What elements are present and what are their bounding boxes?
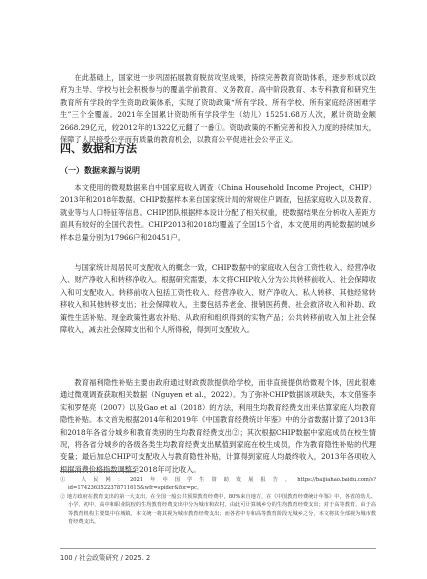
footnotes (60, 476, 376, 526)
section-heading: 四、数据和方法 (60, 142, 137, 155)
body-paragraph-education-aid: 在此基础上，国家进一步巩固拓展教育脱贫攻坚成果，持续完善教育资助体系，逐步形成以政府为主导、学校与社会积极参与的覆盖学前教育、义务教育、高中阶段教育、本专科教育和研究生教育所有学段的学生资助政策体系，实现了资助政策“所有学段、所有学校、所有家庭经济困难学生”三个全覆盖。2021年全国累计资助所有学段学生（幼儿）15251.68万人次，累计资助金额2668.29亿元，较2012年的1322亿元翻了一番①。资助政策的不断完善和投入力度的持续加大，保障了人民接受公平而有质量的教育机会，以教育公平促进社会公平正义。 (60, 73, 376, 145)
body-paragraph-implicit-subsidy: 教育福利隐性补贴主要由政府通过财政拨款提供给学校，而非直接提供给微观个体，因此很难通过微观调查获取相关数据（Nguyen et al.，2022）。为了弥补CHIP数据该项缺失，本文借鉴李实和罗楚亮（2007）以及Gao et al（2018）的方法，利用生均教育经费支出来估算家庭人均教育隐性补贴。本文首先根据2014年和2019年《中国教育经费统计年鉴》中的分省数据计算了2013年和2018年各省分城乡和教育类别的生均教育经费支出②；其次根据CHIP数据中家庭成员在校生情况，将各省分城乡的各级各类生均教育经费支出赋值到家庭在校生成员，作为教育隐性补贴的代理变量；最后加总CHIP可支配收入与教育隐性补贴，计算得到家庭人均最终收入，2013年各项收入根据消费价格指数调整至2018年可比收入。 (60, 378, 376, 474)
page-footer: 100 / 社会政策研究 / 2025. 2 (60, 554, 151, 562)
footnote-2: ② 地方政府在教育支出的第一大支出，在全国一般公共预算教育经费中，80%来自地方，在《中国教育经费统计年鉴》中，各省的幼儿、小学、初中、高中和职业院校的生均教育经费支出中分为城市和农村，由此可计算城乡分的生均教育经费支出；对于高等教育，由于高等教育机构主要集中在城镇，本文统一将其视为城市教育经费支出；而各省中专和高等教育阶段无城乡之分，本文将其全部视为城市教育经费支出。 (60, 493, 376, 526)
subsection-heading: （一）数据来源与说明 (60, 166, 140, 175)
body-paragraph-data-source: 本文使用的微观数据来自中国家庭收入调查（China Household Income Project，CHIP）2013年和2018年数据。CHIP数据样本来自国家统计局的常规住户调查，包括家庭收入以及教育、就业等与人口特征等信息。CHIP团队根据样本设计分配了相关权重，使数据结果在分析收入差距方面具有较好的全国代表性。CHIP2013和2018均覆盖了全国15个省，本文使用的两轮数据的城乡样本总量分别为17966户和20451户。 (60, 183, 376, 242)
footer-divider (60, 548, 376, 549)
footnote-1: ① 人民网：2021年中国学生资助发展报告，https://baijiahao.baidu.com/s?id=1742363522378711615&wfr=spider&for=pc。 (60, 477, 376, 492)
body-paragraph-income-definition: 与国家统计局居民可支配收入的概念一致，CHIP数据中的家庭收入包含工资性收入、经营净收入、财产净收入和转移净收入。根据研究需要，本文将CHIP收入分为公共转移前收入、社会保障收入和可支配收入。转移前收入包括工资性收入、经营净收入、财产净收入、私人转移、其他经常转移收入和其他转移支出；社会保障收入，主要包括养老金、报销医药费、社会救济收入和补助、政策性生活补贴、现金政策性惠农补贴、从政府和组织得到的实物产品；公共转移前收入加上社会保障收入，减去社会保障支出和个人所得税，得到可支配收入。 (60, 263, 376, 335)
footnote-divider (60, 471, 135, 472)
